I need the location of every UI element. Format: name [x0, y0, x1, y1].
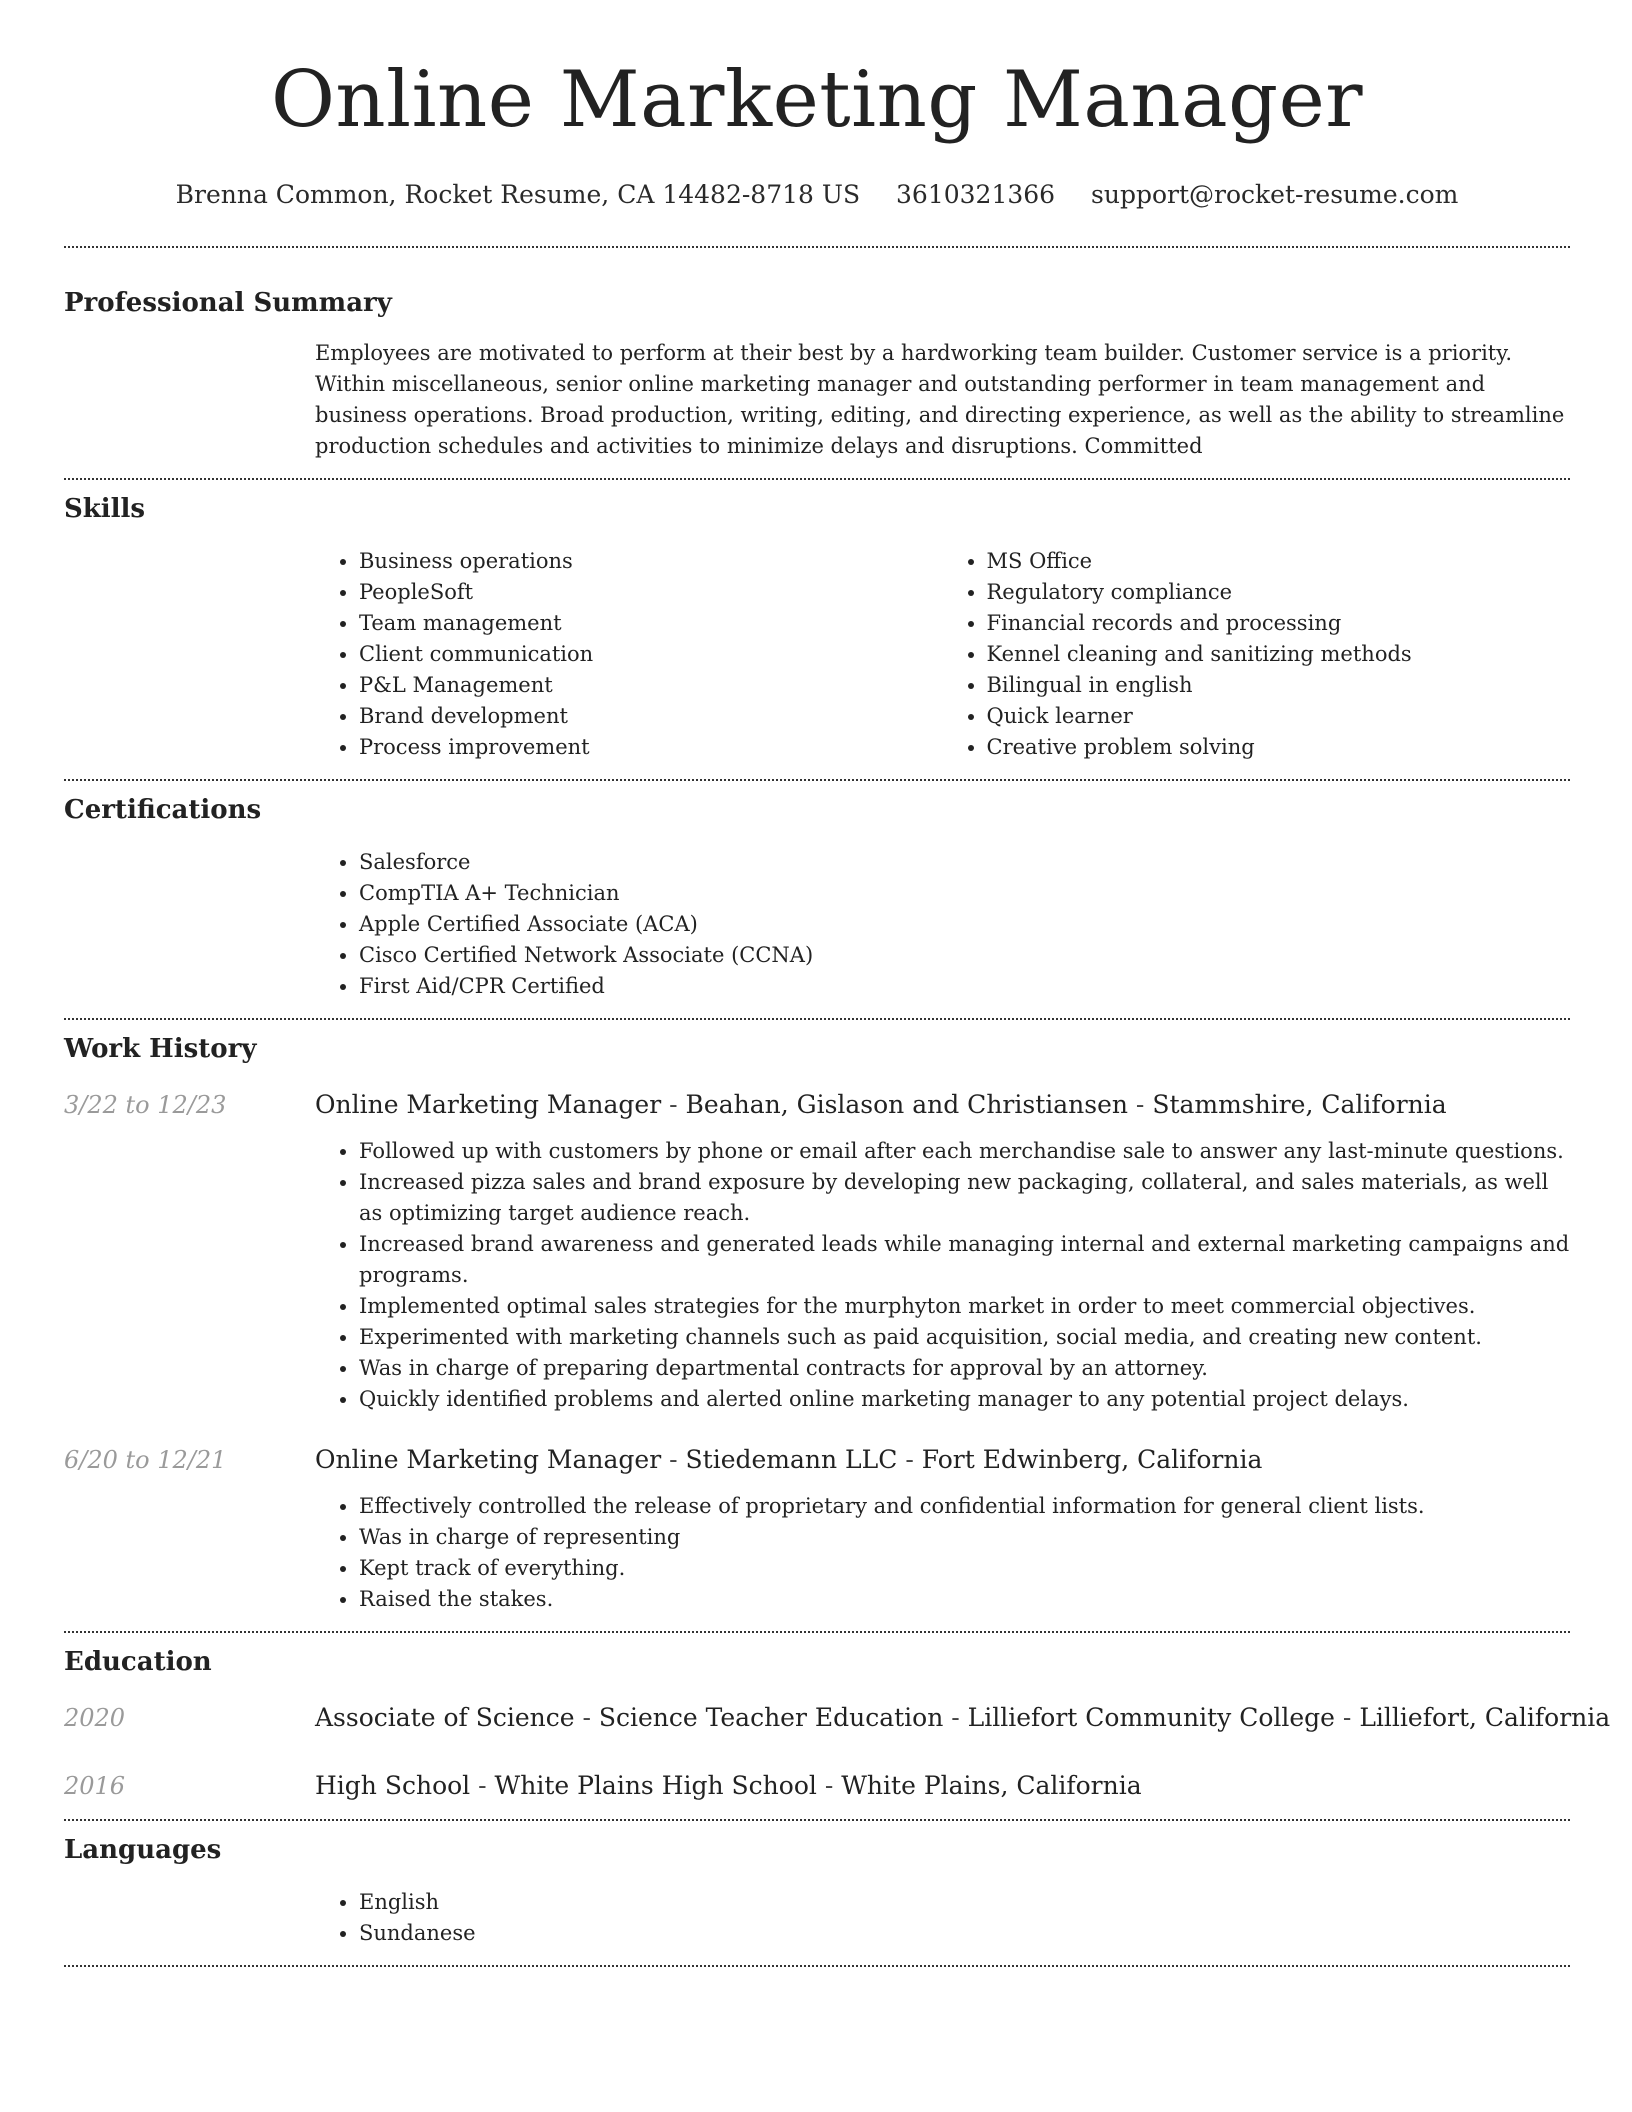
separator: -: [816, 1771, 842, 1800]
skill-item: • Kennel cleaning and sanitizing methods: [987, 639, 1571, 670]
section-title-education: Education: [64, 1647, 212, 1677]
education-heading: [315, 1701, 1610, 1735]
section-title-work-history: Work History: [64, 1034, 257, 1064]
skill-item: • Regulatory compliance: [987, 577, 1571, 608]
certification-item: • Salesforce: [359, 847, 1570, 878]
education-entry: [64, 1769, 1570, 1803]
section-title-languages: Languages: [64, 1835, 222, 1865]
job-location: Fort Edwinberg, California: [921, 1445, 1263, 1474]
job-details: [315, 1491, 1570, 1615]
education-school: White Plains High School: [494, 1771, 817, 1800]
contact-phone: 3610321366: [896, 180, 1056, 209]
education-field: Science Teacher Education: [598, 1703, 944, 1732]
job-title: Online Marketing Manager: [315, 1445, 662, 1474]
separator: -: [574, 1703, 599, 1732]
languages-section: [64, 1833, 1570, 1949]
job-bullet: • Experimented with marketing channels such as paid acquisition, social media, and creating new content.: [359, 1322, 1570, 1353]
job-bullet: • Was in charge of preparing departmental contracts for approval by an attorney.: [359, 1353, 1570, 1384]
contact-email: support@rocket-resume.com: [1091, 180, 1459, 209]
job-bullets: [315, 1136, 1570, 1415]
job-bullet: • Implemented optimal sales strategies for the murphyton market in order to meet commercial objectives.: [359, 1291, 1570, 1322]
resume-title: Online Marketing Manager: [270, 55, 1364, 145]
contact-line: [64, 178, 1570, 212]
skill-item: • Process improvement: [359, 732, 943, 763]
education-degree: High School: [315, 1771, 471, 1800]
skill-item: • Brand development: [359, 701, 943, 732]
job-header: [64, 1443, 1570, 1477]
certification-item: • First Aid/CPR Certified: [359, 971, 1570, 1002]
job-company: Beahan, Gislason and Christiansen: [685, 1090, 1128, 1119]
job-entry: [64, 1088, 1570, 1415]
separator: -: [897, 1445, 922, 1474]
education-entry: [64, 1701, 1611, 1735]
separator: -: [1127, 1090, 1153, 1119]
skills-columns: [315, 546, 1570, 763]
skills-section: [64, 492, 1570, 763]
certifications-section: [64, 793, 1570, 1002]
skill-item: • Business operations: [359, 546, 943, 577]
languages-list: [315, 1887, 1570, 1949]
certifications-content: [315, 847, 1570, 1002]
certification-item: • Cisco Certified Network Associate (CCNA): [359, 940, 1570, 971]
divider: [64, 478, 1570, 480]
divider: [64, 1965, 1570, 1967]
certification-item: • CompTIA A+ Technician: [359, 878, 1570, 909]
job-bullet: • Followed up with customers by phone or email after each merchandise sale to answer any last-minute questions.: [359, 1136, 1570, 1167]
job-entry: [64, 1443, 1570, 1615]
education-degree: Associate of Science: [315, 1703, 575, 1732]
skill-item: • Client communication: [359, 639, 943, 670]
separator: -: [1334, 1703, 1360, 1732]
job-bullet: • Quickly identified problems and alerted online marketing manager to any potential project delays.: [359, 1384, 1570, 1415]
job-company: Stiedemann LLC: [685, 1445, 898, 1474]
skill-item: • Team management: [359, 608, 943, 639]
job-dates: 6/20 to 12/21: [64, 1446, 227, 1474]
education-year: 2016: [64, 1772, 126, 1800]
separator: -: [943, 1703, 968, 1732]
job-header: [64, 1088, 1570, 1122]
contact-address: Brenna Common, Rocket Resume, CA 14482-8718 US: [175, 180, 861, 209]
summary-content: [315, 338, 1570, 462]
section-title-summary: Professional Summary: [64, 288, 392, 318]
skills-list-right: [943, 546, 1571, 763]
education-year: 2020: [64, 1704, 126, 1732]
divider: [64, 1631, 1570, 1633]
job-bullet: • Increased brand awareness and generated leads while managing internal and external marketing campaigns and programs.: [359, 1229, 1570, 1291]
skill-item: • Creative problem solving: [987, 732, 1571, 763]
separator: -: [661, 1090, 686, 1119]
skill-item: • MS Office: [987, 546, 1571, 577]
skill-item: • PeopleSoft: [359, 577, 943, 608]
job-location: Stammshire, California: [1152, 1090, 1447, 1119]
job-title: Online Marketing Manager: [315, 1090, 662, 1119]
languages-content: [315, 1887, 1570, 1949]
skill-item: • P&L Management: [359, 670, 943, 701]
education-section: [64, 1645, 1611, 1803]
summary-section: [64, 286, 1570, 462]
skill-item: • Bilingual in english: [987, 670, 1571, 701]
job-details: [315, 1136, 1570, 1415]
skills-list-left: [315, 546, 943, 763]
summary-text: Employees are motivated to perform at their best by a hardworking team builder. Customer service is a priority. Within miscellaneous, senior online marketing manager and outstanding performer in team management and business operations. Broad production, writing, editing, and directing experience, as well as the ability to streamline production schedules and activities to minimize delays and disruptions. Committed: [315, 341, 1565, 458]
education-location: Lilliefort, California: [1359, 1703, 1611, 1732]
job-bullet: • Increased pizza sales and brand exposure by developing new packaging, collateral, and sales materials, as well as optimizing target audience reach.: [359, 1167, 1570, 1229]
work-history-section: [64, 1032, 1570, 1615]
job-bullet: • Was in charge of representing: [359, 1522, 1570, 1553]
certifications-list: [315, 847, 1570, 1002]
job-bullet: • Raised the stakes.: [359, 1584, 1570, 1615]
language-item: • Sundanese: [359, 1918, 1570, 1949]
job-heading: [315, 1088, 1447, 1122]
certification-item: • Apple Certified Associate (ACA): [359, 909, 1570, 940]
section-title-skills: Skills: [64, 494, 146, 524]
separator: -: [470, 1771, 495, 1800]
divider: [64, 246, 1570, 248]
education-location: White Plains, California: [841, 1771, 1142, 1800]
job-heading: [315, 1443, 1262, 1477]
education-school: Lilliefort Community College: [967, 1703, 1335, 1732]
job-bullet: • Kept track of everything.: [359, 1553, 1570, 1584]
resume-page: [64, 0, 1611, 1967]
divider: [64, 779, 1570, 781]
job-dates: 3/22 to 12/23: [64, 1091, 227, 1119]
skill-item: • Quick learner: [987, 701, 1571, 732]
divider: [64, 1018, 1570, 1020]
language-item: • English: [359, 1887, 1570, 1918]
divider: [64, 1819, 1570, 1821]
section-title-certifications: Certifications: [64, 795, 262, 825]
separator: -: [661, 1445, 686, 1474]
job-bullets: [315, 1491, 1570, 1615]
skill-item: • Financial records and processing: [987, 608, 1571, 639]
job-bullet: • Effectively controlled the release of proprietary and confidential information for general client lists.: [359, 1491, 1570, 1522]
education-heading: [315, 1769, 1142, 1803]
